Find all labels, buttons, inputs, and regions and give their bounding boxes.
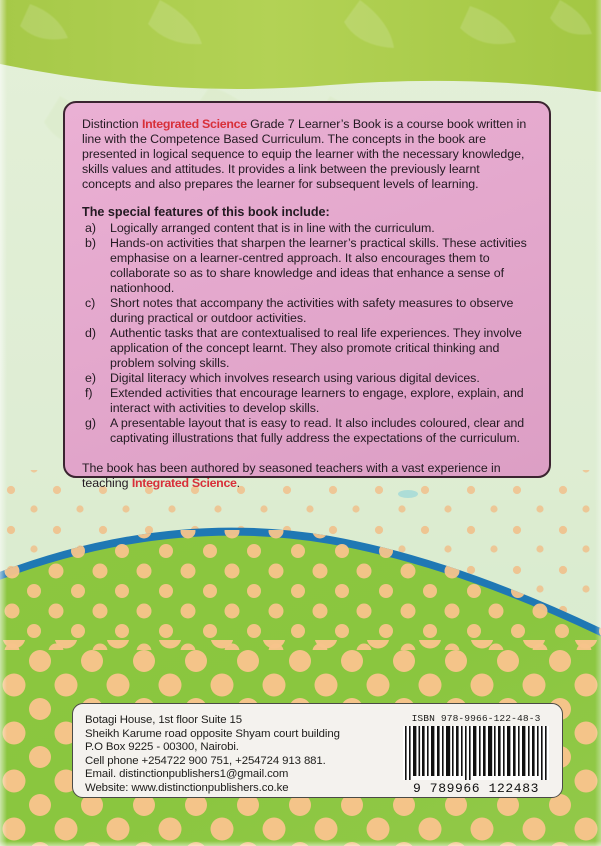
publisher-info-panel [72,703,563,798]
feature-item [82,236,532,296]
feature-text: Hands-on activities that sharpen the learner’s practical skills. These activities emphasise on a learner-centred approach. It also encourages them to collaborate so as to share knowledge and ideas that enhance a sense of nationhood. [110,236,527,295]
feature-text: A presentable layout that is easy to read. It also includes coloured, clear and captivating illustrations that fully address the expectations of the curriculum. [110,416,525,445]
subject-highlight-intro: Integrated Science [142,117,247,131]
email-line: Email. distinctionpublishers1@gmail.com [85,768,289,781]
feature-item [82,296,532,326]
feature-marker: d) [85,326,96,340]
intro-text-part-1: Distinction [82,117,142,131]
closing-text-part-1: The book has been authored by seasoned teachers with a vast experience in teaching [82,461,501,490]
subject-highlight-closing: Integrated Science [131,476,237,490]
address-line: Cell phone +254722 900 751, +254724 913 881. [85,754,326,767]
feature-marker: b) [85,236,96,250]
address-line: Sheikh Karume road opposite Shyam court building [85,727,340,740]
isbn-barcode-block [400,712,552,796]
address-line: P.O Box 9225 - 00300, Nairobi. [85,741,239,754]
feature-marker: c) [85,296,96,310]
feature-marker: e) [85,371,96,385]
barcode-icon [403,726,549,780]
address-line: Botagi House, 1st floor Suite 15 [85,714,242,726]
closing-paragraph [82,461,532,491]
isbn-number: ISBN 978-9966-122-48-3 [411,713,541,724]
feature-item [82,371,532,386]
feature-text: Digital literacy which involves research using various digital devices. [110,371,480,385]
website-line: Website: www.distinctionpublishers.co.ke [85,781,289,794]
intro-paragraph [82,117,532,192]
publisher-address-block [85,712,400,796]
feature-item [82,416,532,446]
blurb-panel [63,101,551,490]
features-heading: The special features of this book include: [82,205,330,219]
feature-item [82,326,532,371]
feature-marker: g) [85,416,96,430]
feature-text: Short notes that accompany the activities with safety measures to observe during practical or outdoor activities. [110,296,514,325]
feature-marker: f) [85,386,93,400]
intro-text-part-2: Grade 7 Learner’s Book is a course book written in line with the Competence Based Curriculum. The concepts in the book are presented in logical sequence to equip the learner with the necessary knowledge, skills values and attitudes. It provides a link between the previously learnt concepts and also prepares the learner for subsequent levels of learning. [82,117,527,191]
feature-item [82,386,532,416]
feature-text: Logically arranged content that is in line with the curriculum. [110,221,435,235]
features-list [82,221,532,446]
closing-text-part-2: . [236,476,241,490]
feature-marker: a) [85,221,96,235]
barcode-digits: 9 789966 122483 [412,781,540,796]
feature-text: Authentic tasks that are contextualised to real life experiences. They involve application of the concept learnt. They also promote critical thinking and problem solving skills. [110,326,522,370]
feature-item [82,221,532,236]
feature-text: Extended activities that encourage learners to engage, explore, explain, and interact with activities to develop skills. [110,386,524,415]
